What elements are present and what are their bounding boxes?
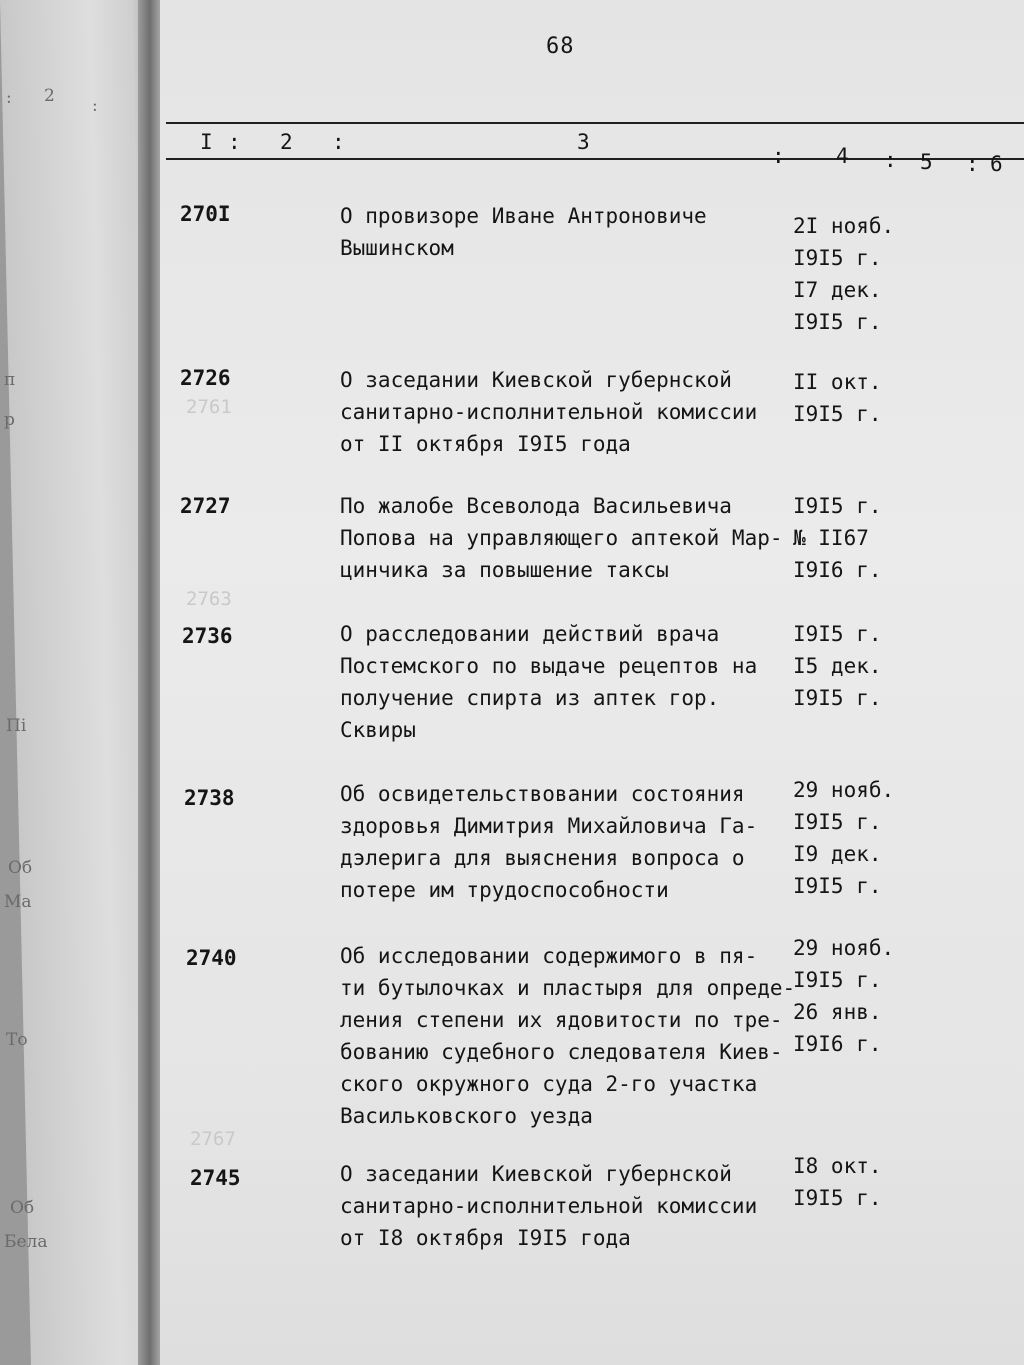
column-separator: : — [884, 148, 897, 172]
column-header-6: 6 — [990, 152, 1003, 176]
entry-title-line: здоровья Димитрия Михайловича Га- — [340, 814, 758, 838]
entry-title-line: О провизоре Иване Антроновиче — [340, 204, 707, 228]
entry-date-line: 29 нояб. — [793, 778, 895, 802]
left-page-fragment: : — [6, 88, 12, 108]
entry-title — [340, 364, 810, 460]
entry-date-line: I9I5 г. — [793, 402, 882, 426]
entry-title-line: ского окружного суда 2-го участка — [340, 1072, 758, 1096]
header-top-rule — [166, 122, 1024, 124]
bleed-through-number: 2767 — [190, 1128, 236, 1150]
entry-date-line: I9I5 г. — [793, 874, 882, 898]
entry-title-line: Постемского по выдаче рецептов на — [340, 654, 758, 678]
left-page-fragment: Бела — [4, 1232, 48, 1252]
entry-title — [340, 940, 810, 1132]
entry-date-line: 29 нояб. — [793, 936, 895, 960]
entry-title-line: Васильковского уезда — [340, 1104, 593, 1128]
entry-title-line: бованию судебного следователя Киев- — [340, 1040, 783, 1064]
entry-date-line: I9I5 г. — [793, 810, 882, 834]
entry-dates — [793, 932, 1023, 1060]
entry-title — [340, 778, 810, 906]
bleed-through-number: 2761 — [186, 396, 232, 418]
left-page-fragment: : — [92, 96, 98, 116]
entry-title-line: Об исследовании содержимого в пя- — [340, 944, 758, 968]
left-page-fragment: Об — [8, 858, 33, 878]
entry-title-line: О заседании Киевской губернской — [340, 1162, 732, 1186]
entry-date-line: I9I5 г. — [793, 494, 882, 518]
entry-title-line: от II октября I9I5 года — [340, 432, 631, 456]
entry-date-line: I9I5 г. — [793, 968, 882, 992]
entry-title-line: ления степени их ядовитости по тре- — [340, 1008, 783, 1032]
entry-title-line: от I8 октября I9I5 года — [340, 1226, 631, 1250]
entry-number: 2727 — [180, 494, 231, 518]
left-page-fragment: п — [4, 370, 16, 390]
entry-title-line: Попова на управляющего аптекой Мар- — [340, 526, 783, 550]
left-page-fragment: Об — [10, 1198, 35, 1218]
entry-title — [340, 1158, 810, 1254]
entry-title-line: Сквиры — [340, 718, 416, 742]
entry-title-line: ти бутылочках и пластыря для опреде- — [340, 976, 796, 1000]
entry-title-line: санитарно-исполнительной комиссии — [340, 1194, 758, 1218]
column-header-4: 4 — [836, 144, 849, 168]
entry-dates — [793, 366, 1023, 430]
left-page-fragment: Пі — [6, 716, 27, 736]
column-separator: : — [332, 130, 345, 154]
entry-dates — [793, 618, 1023, 714]
left-page-fragment: То — [6, 1030, 28, 1050]
entry-date-line: I9I6 г. — [793, 558, 882, 582]
entry-date-line: 2I нояб. — [793, 214, 895, 238]
entry-title-line: получение спирта из аптек гор. — [340, 686, 720, 710]
entry-dates — [793, 774, 1023, 902]
entry-number: 2745 — [190, 1166, 241, 1190]
column-header-1: I — [200, 130, 213, 154]
entry-title — [340, 490, 810, 586]
entry-title-line: дэлерига для выяснения вопроса о — [340, 846, 745, 870]
entry-date-line: 26 янв. — [793, 1000, 882, 1024]
entry-date-line: I8 окт. — [793, 1154, 882, 1178]
bleed-through-number: 2763 — [186, 588, 232, 610]
entry-number: 2738 — [184, 786, 235, 810]
left-page-fragment: Ма — [4, 892, 32, 912]
entry-title-line: О расследовании действий врача — [340, 622, 720, 646]
entry-date-line: I5 дек. — [793, 654, 882, 678]
column-header-3: 3 — [577, 130, 590, 154]
entry-date-line: I9I5 г. — [793, 246, 882, 270]
entry-number: 2736 — [182, 624, 233, 648]
entry-date-line: I9I5 г. — [793, 686, 882, 710]
entry-title-line: потере им трудоспособности — [340, 878, 669, 902]
left-page-fragment: 2 — [44, 86, 55, 106]
column-header-5: 5 — [920, 150, 933, 174]
entry-title-line: санитарно-исполнительной комиссии — [340, 400, 758, 424]
column-separator: : — [228, 130, 241, 154]
entry-title-line: цинчика за повышение таксы — [340, 558, 669, 582]
entry-date-line: II окт. — [793, 370, 882, 394]
entry-date-line: I9I6 г. — [793, 1032, 882, 1056]
entry-dates — [793, 210, 1023, 338]
entry-number: 2740 — [186, 946, 237, 970]
entry-title — [340, 618, 810, 746]
entry-title-line: Вышинском — [340, 236, 454, 260]
entry-title-line: Об освидетельствовании состояния — [340, 782, 745, 806]
entry-title-line: О заседании Киевской губернской — [340, 368, 732, 392]
entry-title-line: По жалобе Всеволода Васильевича — [340, 494, 732, 518]
left-page-fragment: р — [4, 410, 15, 430]
entry-dates — [793, 490, 1023, 586]
entry-number: 270I — [180, 202, 231, 226]
page-number: 68 — [546, 34, 575, 59]
entry-date-line: I9I5 г. — [793, 622, 882, 646]
entry-date-line: I9I5 г. — [793, 1186, 882, 1210]
entry-dates — [793, 1150, 1023, 1214]
entry-date-line: I9 дек. — [793, 842, 882, 866]
entry-number: 2726 — [180, 366, 231, 390]
column-header-2: 2 — [280, 130, 293, 154]
entry-date-line: I9I5 г. — [793, 310, 882, 334]
column-separator: : — [966, 152, 979, 176]
entry-date-line: № II67 — [793, 526, 869, 550]
column-separator: : — [772, 144, 785, 168]
entry-date-line: I7 дек. — [793, 278, 882, 302]
entry-title — [340, 200, 810, 264]
